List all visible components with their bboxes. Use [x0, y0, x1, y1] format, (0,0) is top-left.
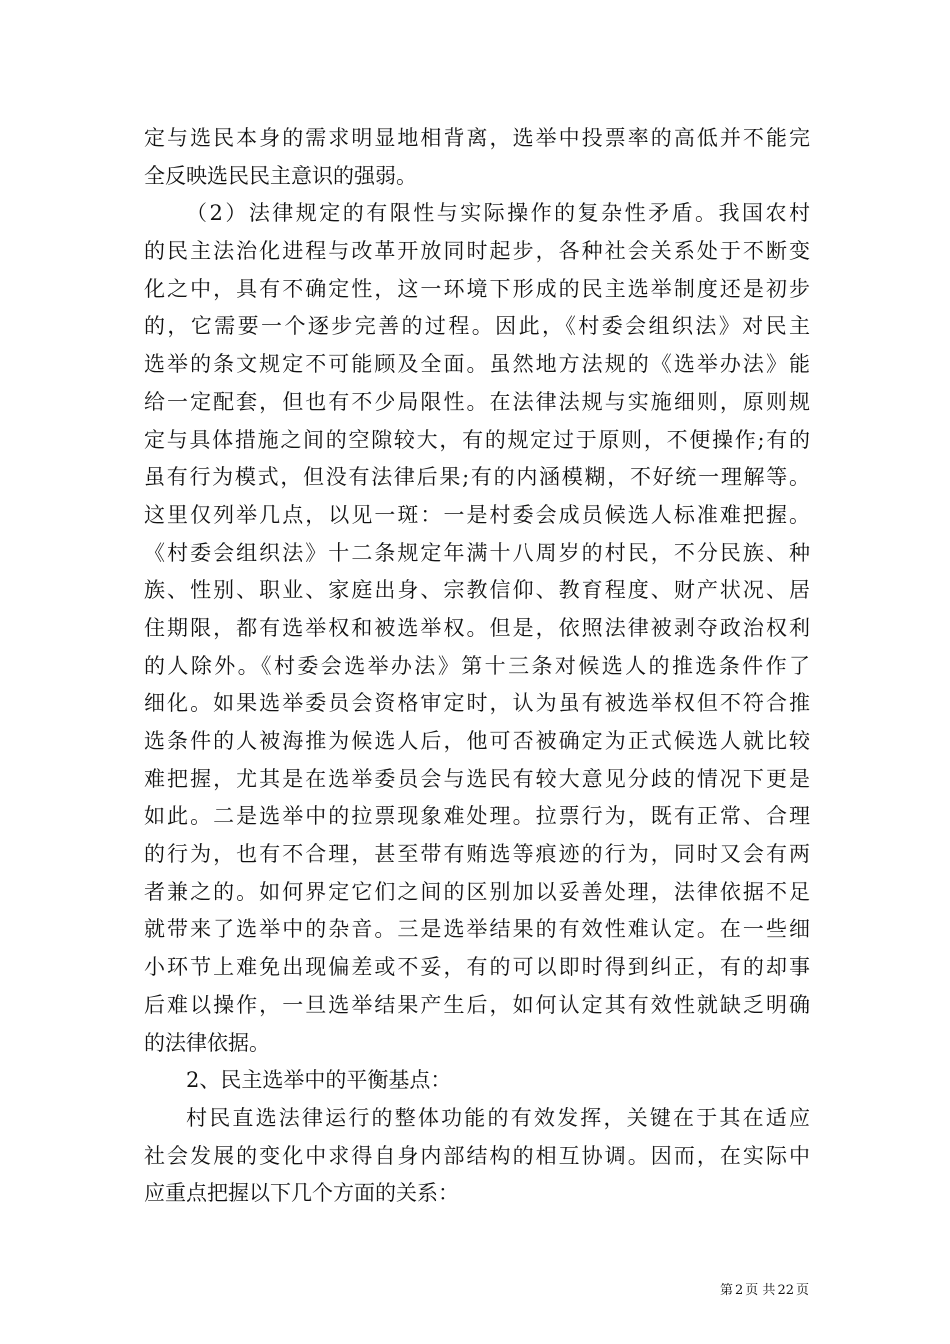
document-body: [144, 120, 810, 1213]
text-line: 选举的条文规定不可能顾及全面。虽然地方法规的《选举办法》能: [144, 352, 810, 377]
text-line: 的人除外。《村委会选举办法》第十三条对候选人的推选条件作了: [144, 653, 810, 678]
footer-current-page: 2: [735, 1283, 744, 1298]
text-line: 社会发展的变化中求得自身内部结构的相互协调。因而，在实际中: [144, 1143, 810, 1168]
paragraph-start-line: 村民直选法律运行的整体功能的有效发挥，关键在于其在适应: [186, 1105, 810, 1130]
text-line: 应重点把握以下几个方面的关系：: [144, 1181, 459, 1206]
footer-total-pages: 22: [777, 1283, 794, 1298]
text-line: 的，它需要一个逐步完善的过程。因此，《村委会组织法》对民主: [144, 314, 810, 339]
page-number-footer: [719, 1279, 810, 1298]
text-line: 的法律依据。: [144, 1030, 270, 1055]
text-line: 的行为，也有不合理，甚至带有贿选等痕迹的行为，同时又会有两: [144, 842, 810, 867]
text-line: 难把握，尤其是在选举委员会与选民有较大意见分歧的情况下更是: [144, 766, 810, 791]
text-line: 如此。二是选举中的拉票现象难处理。拉票行为，既有正常、合理: [144, 804, 810, 829]
section-heading: 2、民主选举中的平衡基点：: [186, 1068, 452, 1093]
text-line: 细化。如果选举委员会资格审定时，认为虽有被选举权但不符合推: [144, 691, 810, 716]
text-line: 的民主法治化进程与改革开放同时起步，各种社会关系处于不断变: [144, 239, 810, 264]
text-line: 定与具体措施之间的空隙较大，有的规定过于原则，不便操作;有的: [144, 427, 810, 452]
text-line: 选条件的人被海推为候选人后，他可否被确定为正式候选人就比较: [144, 729, 810, 753]
text-line: 就带来了选举中的杂音。三是选举结果的有效性难认定。在一些细: [144, 917, 810, 942]
footer-suffix: 页: [795, 1283, 809, 1298]
text-line: 化之中，具有不确定性，这一环境下形成的民主选举制度还是初步: [144, 276, 810, 301]
paragraph-start-line: （2）法律规定的有限性与实际操作的复杂性矛盾。我国农村: [186, 201, 810, 226]
text-line: 后难以操作，一旦选举结果产生后，如何认定其有效性就缺乏明确: [144, 992, 810, 1017]
footer-prefix: 第: [720, 1283, 734, 1298]
text-line: 虽有行为模式，但没有法律后果;有的内涵模糊，不好统一理解等。: [144, 465, 810, 490]
text-line: 住期限，都有选举权和被选举权。但是，依照法律被剥夺政治权利: [144, 615, 810, 640]
text-line: 全反映选民民主意识的强弱。: [144, 163, 417, 188]
text-line: 小环节上难免出现偏差或不妥，有的可以即时得到纠正，有的却事: [144, 955, 810, 980]
text-line: 给一定配套，但也有不少局限性。在法律法规与实施细则，原则规: [144, 389, 810, 414]
text-line: 这里仅列举几点，以见一斑：一是村委会成员候选人标准难把握。: [144, 502, 810, 527]
text-line: 族、性别、职业、家庭出身、宗教信仰、教育程度、财产状况、居: [144, 578, 810, 603]
footer-middle: 页 共: [745, 1283, 776, 1298]
text-line: 《村委会组织法》十二条规定年满十八周岁的村民，不分民族、种: [144, 540, 810, 565]
text-line: 定与选民本身的需求明显地相背离，选举中投票率的高低并不能完: [144, 126, 810, 150]
text-line: 者兼之的。如何界定它们之间的区别加以妥善处理，法律依据不足: [144, 879, 810, 904]
